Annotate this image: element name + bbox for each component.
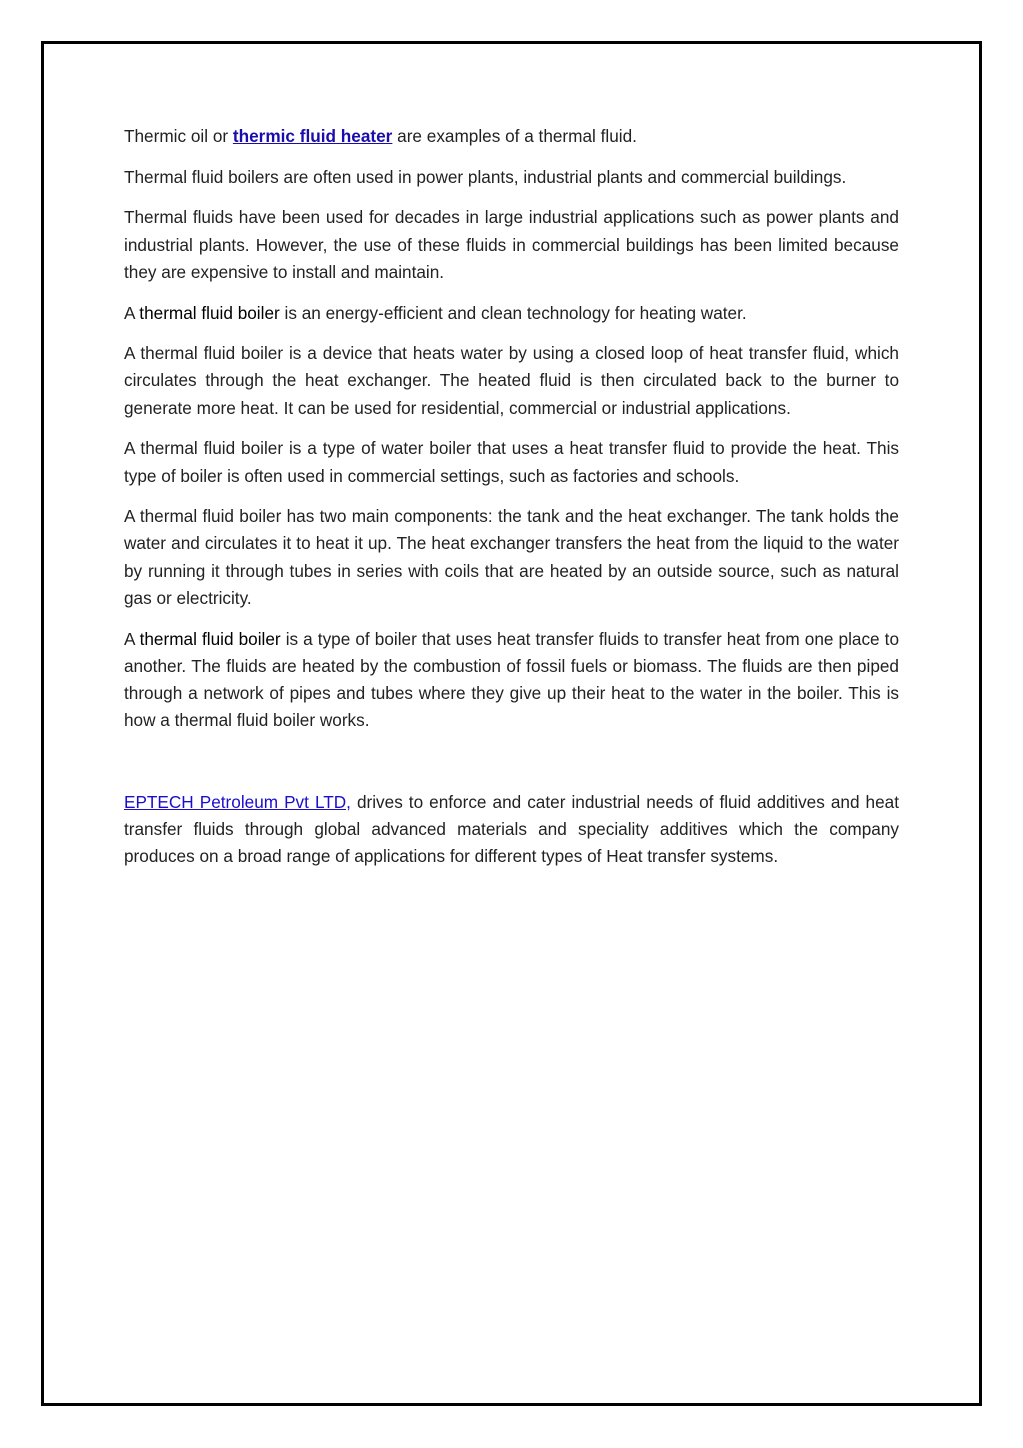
- thermal-fluid-boiler-term: thermal fluid boiler: [139, 628, 281, 649]
- paragraph-how-it-works: [124, 626, 899, 735]
- paragraph-text: are examples of a thermal fluid.: [392, 126, 637, 146]
- paragraph-text: is an energy-efficient and clean technology for heating water.: [279, 302, 747, 323]
- paragraph-text: is a type of boiler that uses heat transfer fluids to transfer heat from one place to another. The fluids are heated by the combustion of fossil fuels or biomass. The fluids are then piped through a network of pipes and tubes where they give up their heat to the water in the boiler. This is how a thermal fluid boiler works.: [124, 628, 899, 731]
- paragraph-water-boiler-type: A thermal fluid boiler is a type of water boiler that uses a heat transfer fluid to provide the heat. This type of boiler is often used in commercial settings, such as factories and schools.: [124, 438, 899, 486]
- paragraph-text: A: [124, 302, 140, 323]
- paragraph-eptech: [124, 789, 899, 871]
- paragraph-thermal-fluids-history: Thermal fluids have been used for decades in large industrial applications such as power plants and industrial plants. However, the use of these fluids in commercial buildings has been limited because they are expensive to install and maintain.: [124, 207, 899, 282]
- paragraph-text: drives to enforce and cater industrial needs of fluid additives and heat transfer fluids through global advanced materials and speciality additives which the company produces on a broad range of applications for different types of Heat transfer systems.: [124, 791, 899, 867]
- paragraph-device-description: A thermal fluid boiler is a device that heats water by using a closed loop of heat transfer fluid, which circulates through the heat exchanger. The heated fluid is then circulated back to the burner to generate more heat. It can be used for residential, commercial or industrial applications.: [124, 343, 899, 418]
- paragraph-text: Thermic oil or: [124, 126, 233, 146]
- paragraph-energy-efficient: [124, 300, 899, 327]
- paragraph-text: A: [124, 628, 140, 649]
- eptech-petroleum-link[interactable]: EPTECH Petroleum Pvt LTD,: [124, 791, 351, 812]
- paragraph-spacer: [124, 748, 899, 789]
- thermal-fluid-boiler-term: thermal fluid boiler: [139, 302, 280, 323]
- paragraph-main-components: A thermal fluid boiler has two main components: the tank and the heat exchanger. The tank holds the water and circulates it to heat it up. The heat exchanger transfers the heat from the liquid to the water by running it through tubes in series with coils that are heated by an outside source, such as natural gas or electricity.: [124, 506, 899, 608]
- paragraph-boiler-uses: Thermal fluid boilers are often used in power plants, industrial plants and commercial buildings.: [124, 166, 847, 187]
- thermic-fluid-heater-link[interactable]: thermic fluid heater: [232, 126, 393, 146]
- document-body: [124, 123, 899, 884]
- paragraph-thermic-oil: [124, 123, 899, 150]
